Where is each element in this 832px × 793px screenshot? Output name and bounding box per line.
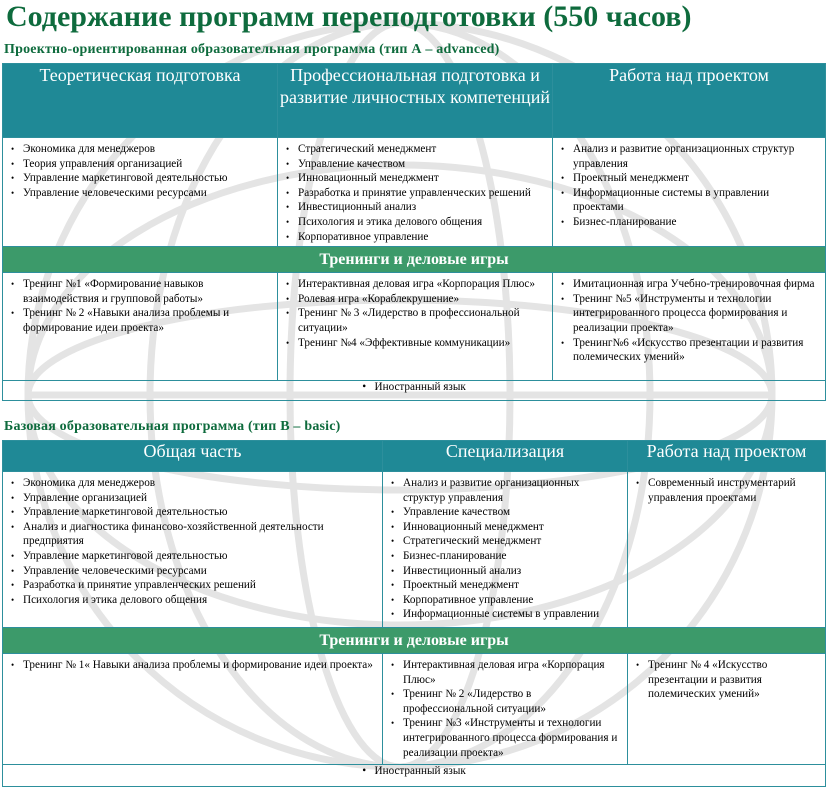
training-band-label: Тренинги и деловые игры xyxy=(3,247,826,273)
training-list xyxy=(553,273,825,367)
list-item: • Бизнес-планирование xyxy=(573,215,819,230)
program-b-subtitle: Базовая образовательная программа (тип В – basic) xyxy=(4,419,341,434)
list-item: • Современный инструментарий управления проектами xyxy=(648,476,819,505)
foreign-language-label: Иностранный язык xyxy=(374,381,466,394)
course-list xyxy=(553,138,825,232)
list-item: • Имитационная игра Учебно-тренировочная фирма xyxy=(573,277,819,292)
list-item: • Тренинг № 3 «Лидерство в профессиональной ситуации» xyxy=(298,306,546,335)
list-item: • Тренинг № 2 «Лидерство в профессиональной ситуации» xyxy=(403,687,621,716)
column-header: Теоретическая подготовка xyxy=(3,64,278,138)
list-item: • Инновационный менеджмент xyxy=(298,171,546,186)
list-item: • Разработка и принятие управленческих решений xyxy=(298,186,546,201)
foreign-language-label: Иностранный язык xyxy=(374,765,466,777)
column-header: Общая часть xyxy=(3,441,383,472)
list-item: • Интерактивная деловая игра «Корпорация Плюс» xyxy=(298,277,546,292)
list-item: • Анализ и развитие организационных структур управления xyxy=(403,476,621,505)
page-title: Содержание программ переподготовки (550 часов) xyxy=(6,0,692,33)
list-item: • Тренинг № 1« Навыки анализа проблемы и формирование идеи проекта» xyxy=(23,658,376,673)
list-item: • Инновационный менеджмент xyxy=(403,520,621,535)
list-item: • Тренинг №4 «Эффективные коммуникации» xyxy=(298,336,546,351)
list-item: • Анализ и диагностика финансово-хозяйственной деятельности предприятия xyxy=(23,520,376,549)
list-item: • Разработка и принятие управленческих решений xyxy=(23,578,376,593)
list-item: • Инвестиционный анализ xyxy=(403,564,621,579)
list-item: • Бизнес-планирование xyxy=(403,549,621,564)
list-item: • Корпоративное управление xyxy=(298,230,546,245)
column-header: Профессиональная подготовка и развитие личностных компетенций xyxy=(278,64,553,138)
list-item: • Экономика для менеджеров xyxy=(23,476,376,491)
list-item: • Управление качеством xyxy=(298,157,546,172)
course-list xyxy=(628,472,825,507)
list-item: • Экономика для менеджеров xyxy=(23,142,271,157)
course-list xyxy=(3,138,277,202)
training-list xyxy=(628,654,825,704)
training-band xyxy=(3,628,826,654)
training-list xyxy=(383,654,627,762)
list-item: • Управление маркетинговой деятельностью xyxy=(23,549,376,564)
foreign-language-cell: • Иностранный язык xyxy=(3,765,826,787)
list-item: • Проектный менеджмент xyxy=(403,578,621,593)
list-item: • Инвестиционный анализ xyxy=(298,200,546,215)
training-list xyxy=(3,654,382,675)
list-item: • Стратегический менеджмент xyxy=(403,534,621,549)
list-item: • Стратегический менеджмент xyxy=(298,142,546,157)
program-a-header-row xyxy=(3,64,826,138)
list-item: • Управление качеством xyxy=(403,505,621,520)
list-item: • Управление человеческими ресурсами xyxy=(23,564,376,579)
list-item: • Интерактивная деловая игра «Корпорация Плюс» xyxy=(403,658,621,687)
list-item: • Проектный менеджмент xyxy=(573,171,819,186)
list-item: • Тренинг №3 «Инструменты и технологии интегрированного процесса формирования и реализации проекта» xyxy=(403,716,621,760)
list-item: • Психология и этика делового общения xyxy=(298,215,546,230)
list-item: • Тренинг №5 «Инструменты и технологии интегрированного процесса формирования и реализации проекта» xyxy=(573,292,819,336)
list-item: • Тренинг№6 «Искусство презентации и развития полемических умений» xyxy=(573,336,819,365)
list-item: • Теория управления организацией xyxy=(23,157,271,172)
list-item: • Управление маркетинговой деятельностью xyxy=(23,505,376,520)
list-item: • Информационные системы в управлении проектами xyxy=(573,186,819,215)
list-item: • Психология и этика делового общения xyxy=(23,593,376,608)
list-item: • Управление человеческими ресурсами xyxy=(23,186,271,201)
list-item: • Управление маркетинговой деятельностью xyxy=(23,171,271,186)
list-item: • Тренинг №1 «Формирование навыков взаимодействия и групповой работы» xyxy=(23,277,271,306)
list-item: • Тренинг № 4 «Искусство презентации и развития полемических умений» xyxy=(648,658,819,702)
course-list xyxy=(3,472,382,609)
training-band xyxy=(3,247,826,273)
list-item: • Управление организацией xyxy=(23,491,376,506)
list-item: • Корпоративное управление xyxy=(403,593,621,608)
list-item: • Тренинг № 2 «Навыки анализа проблемы и формирование идеи проекта» xyxy=(23,306,271,335)
foreign-language-cell: • Иностранный язык xyxy=(3,381,826,401)
program-a-subtitle: Проектно-ориентированная образовательная программа (тип А – advanced) xyxy=(4,42,500,57)
list-item: • Информационные системы в управлении xyxy=(403,607,621,622)
program-a-training-row xyxy=(3,273,826,381)
list-item: • Ролевая игра «Кораблекрушение» xyxy=(298,292,546,307)
course-list xyxy=(383,472,627,624)
program-b-table xyxy=(2,440,826,787)
program-a-courses-row xyxy=(3,138,826,247)
program-b-courses-row xyxy=(3,472,826,628)
column-header: Работа над проектом xyxy=(628,441,826,472)
program-a-table xyxy=(2,63,826,401)
training-band-label: Тренинги и деловые игры xyxy=(3,628,826,654)
program-b-training-row xyxy=(3,654,826,765)
column-header: Работа над проектом xyxy=(553,64,826,138)
training-list xyxy=(3,273,277,337)
program-a-footer-row xyxy=(3,381,826,401)
program-b-footer-row xyxy=(3,765,826,787)
column-header: Специализация xyxy=(383,441,628,472)
training-list xyxy=(278,273,552,352)
course-list xyxy=(278,138,552,246)
program-b-header-row xyxy=(3,441,826,472)
list-item: • Анализ и развитие организационных структур управления xyxy=(573,142,819,171)
